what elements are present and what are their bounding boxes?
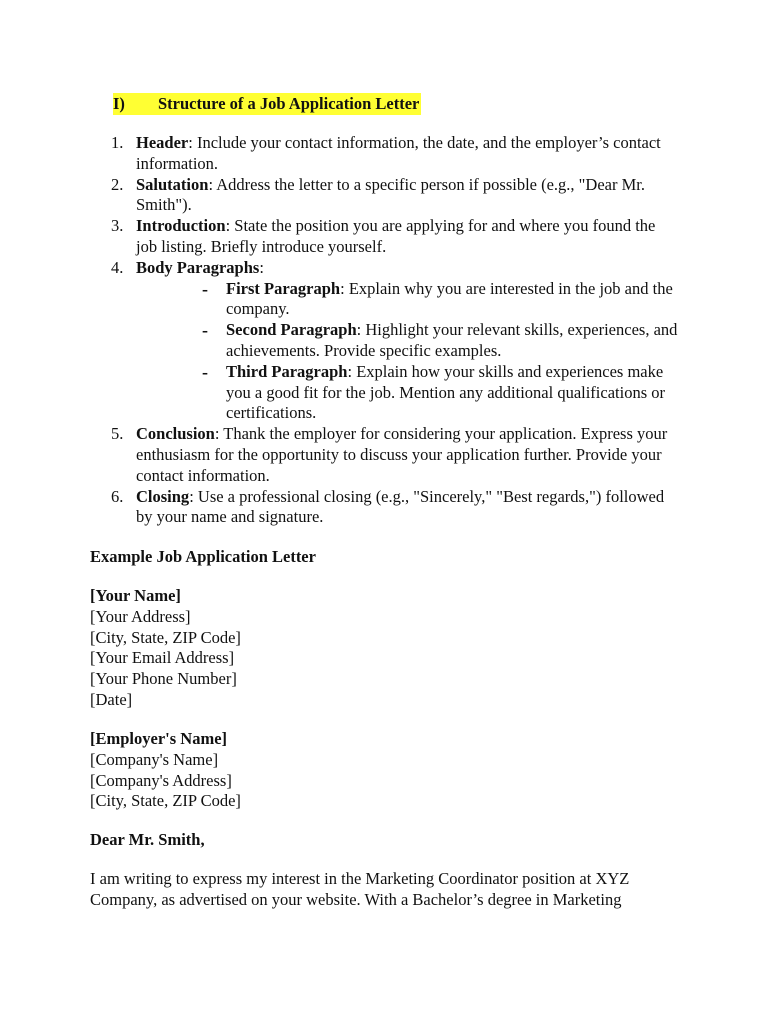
list-term: Conclusion (136, 424, 215, 444)
sender-name: [Your Name] (90, 586, 181, 605)
dash-bullet: - (202, 361, 208, 382)
list-number: 1. (111, 133, 124, 152)
dash-bullet: - (202, 278, 208, 299)
list-text: : Thank the employer for considering your application. Express your enthusiasm for the opportunity to discuss your application further. Provide your contact information. (136, 424, 668, 485)
sub-text: : Explain how your skills and experiences make you a good fit for the job. Mention any additional qualifications or certifications. (226, 361, 665, 423)
list-item-body-paragraphs (0, 258, 676, 279)
list-text: : (259, 257, 264, 277)
sub-item-third-paragraph (0, 362, 678, 424)
list-number: 6. (111, 486, 124, 506)
section-heading (113, 93, 421, 115)
example-title: Example Job Application Letter (90, 547, 316, 566)
sender-line: [Date] (90, 689, 133, 709)
employer-line: [City, State, ZIP Code] (90, 791, 241, 811)
list-number: 5. (111, 424, 124, 444)
letter-body (90, 869, 680, 911)
sender-line: [City, State, ZIP Code] (90, 627, 241, 647)
example-title-block (90, 547, 680, 568)
list-number: 4. (111, 257, 124, 277)
list-item-header (0, 133, 676, 175)
sub-item-first-paragraph (0, 279, 678, 321)
list-text: : Address the letter to a specific person if possible (e.g., "Dear Mr. Smith"). (136, 174, 645, 215)
sender-line: [Your Phone Number] (90, 669, 237, 689)
list-text: : Include your contact information, the date, and the employer’s contact information. (136, 133, 661, 173)
employer-line: [Company's Name] (90, 749, 219, 769)
sub-term: Second Paragraph (226, 320, 357, 340)
sender-line: [Your Address] (90, 606, 191, 626)
dash-bullet: - (202, 320, 208, 341)
sub-term: Third Paragraph (226, 361, 348, 381)
list-term: Header (136, 133, 189, 152)
salutation-block (90, 830, 680, 851)
sender-line: [Your Email Address] (90, 648, 235, 668)
list-item-closing (0, 487, 676, 529)
salutation: Dear Mr. Smith, (90, 830, 205, 849)
list-number: 2. (111, 174, 124, 194)
structure-list (0, 133, 768, 528)
sub-text: : Highlight your relevant skills, experiences, and achievements. Provide specific examples. (226, 320, 678, 360)
list-number: 3. (111, 216, 124, 236)
body-line: I am writing to express my interest in the Marketing Coordinator position at XYZ (90, 869, 630, 888)
section-number: I) (113, 94, 125, 113)
list-text: : Use a professional closing (e.g., "Sincerely," "Best regards,") followed by your name and signature. (136, 486, 665, 527)
employer-address-block (90, 729, 680, 812)
sub-item-second-paragraph (0, 320, 678, 362)
list-text: : State the position you are applying for and where you found the job listing. Briefly introduce yourself. (136, 216, 656, 256)
sub-text: : Explain why you are interested in the job and the company. (226, 278, 673, 319)
employer-line: [Company's Address] (90, 770, 232, 790)
list-term: Introduction (136, 216, 226, 236)
list-term: Salutation (136, 174, 209, 194)
employer-name: [Employer's Name] (90, 729, 228, 748)
body-line: Company, as advertised on your website. With a Bachelor’s degree in Marketing (90, 889, 622, 909)
list-item-introduction (0, 216, 676, 258)
list-term: Closing (136, 486, 190, 506)
list-term: Body Paragraphs (136, 257, 260, 277)
list-item-conclusion (0, 424, 676, 486)
section-title: Structure of a Job Application Letter (158, 94, 420, 113)
sub-term: First Paragraph (226, 278, 341, 298)
list-item-salutation (0, 175, 676, 217)
sender-address-block (90, 586, 680, 711)
